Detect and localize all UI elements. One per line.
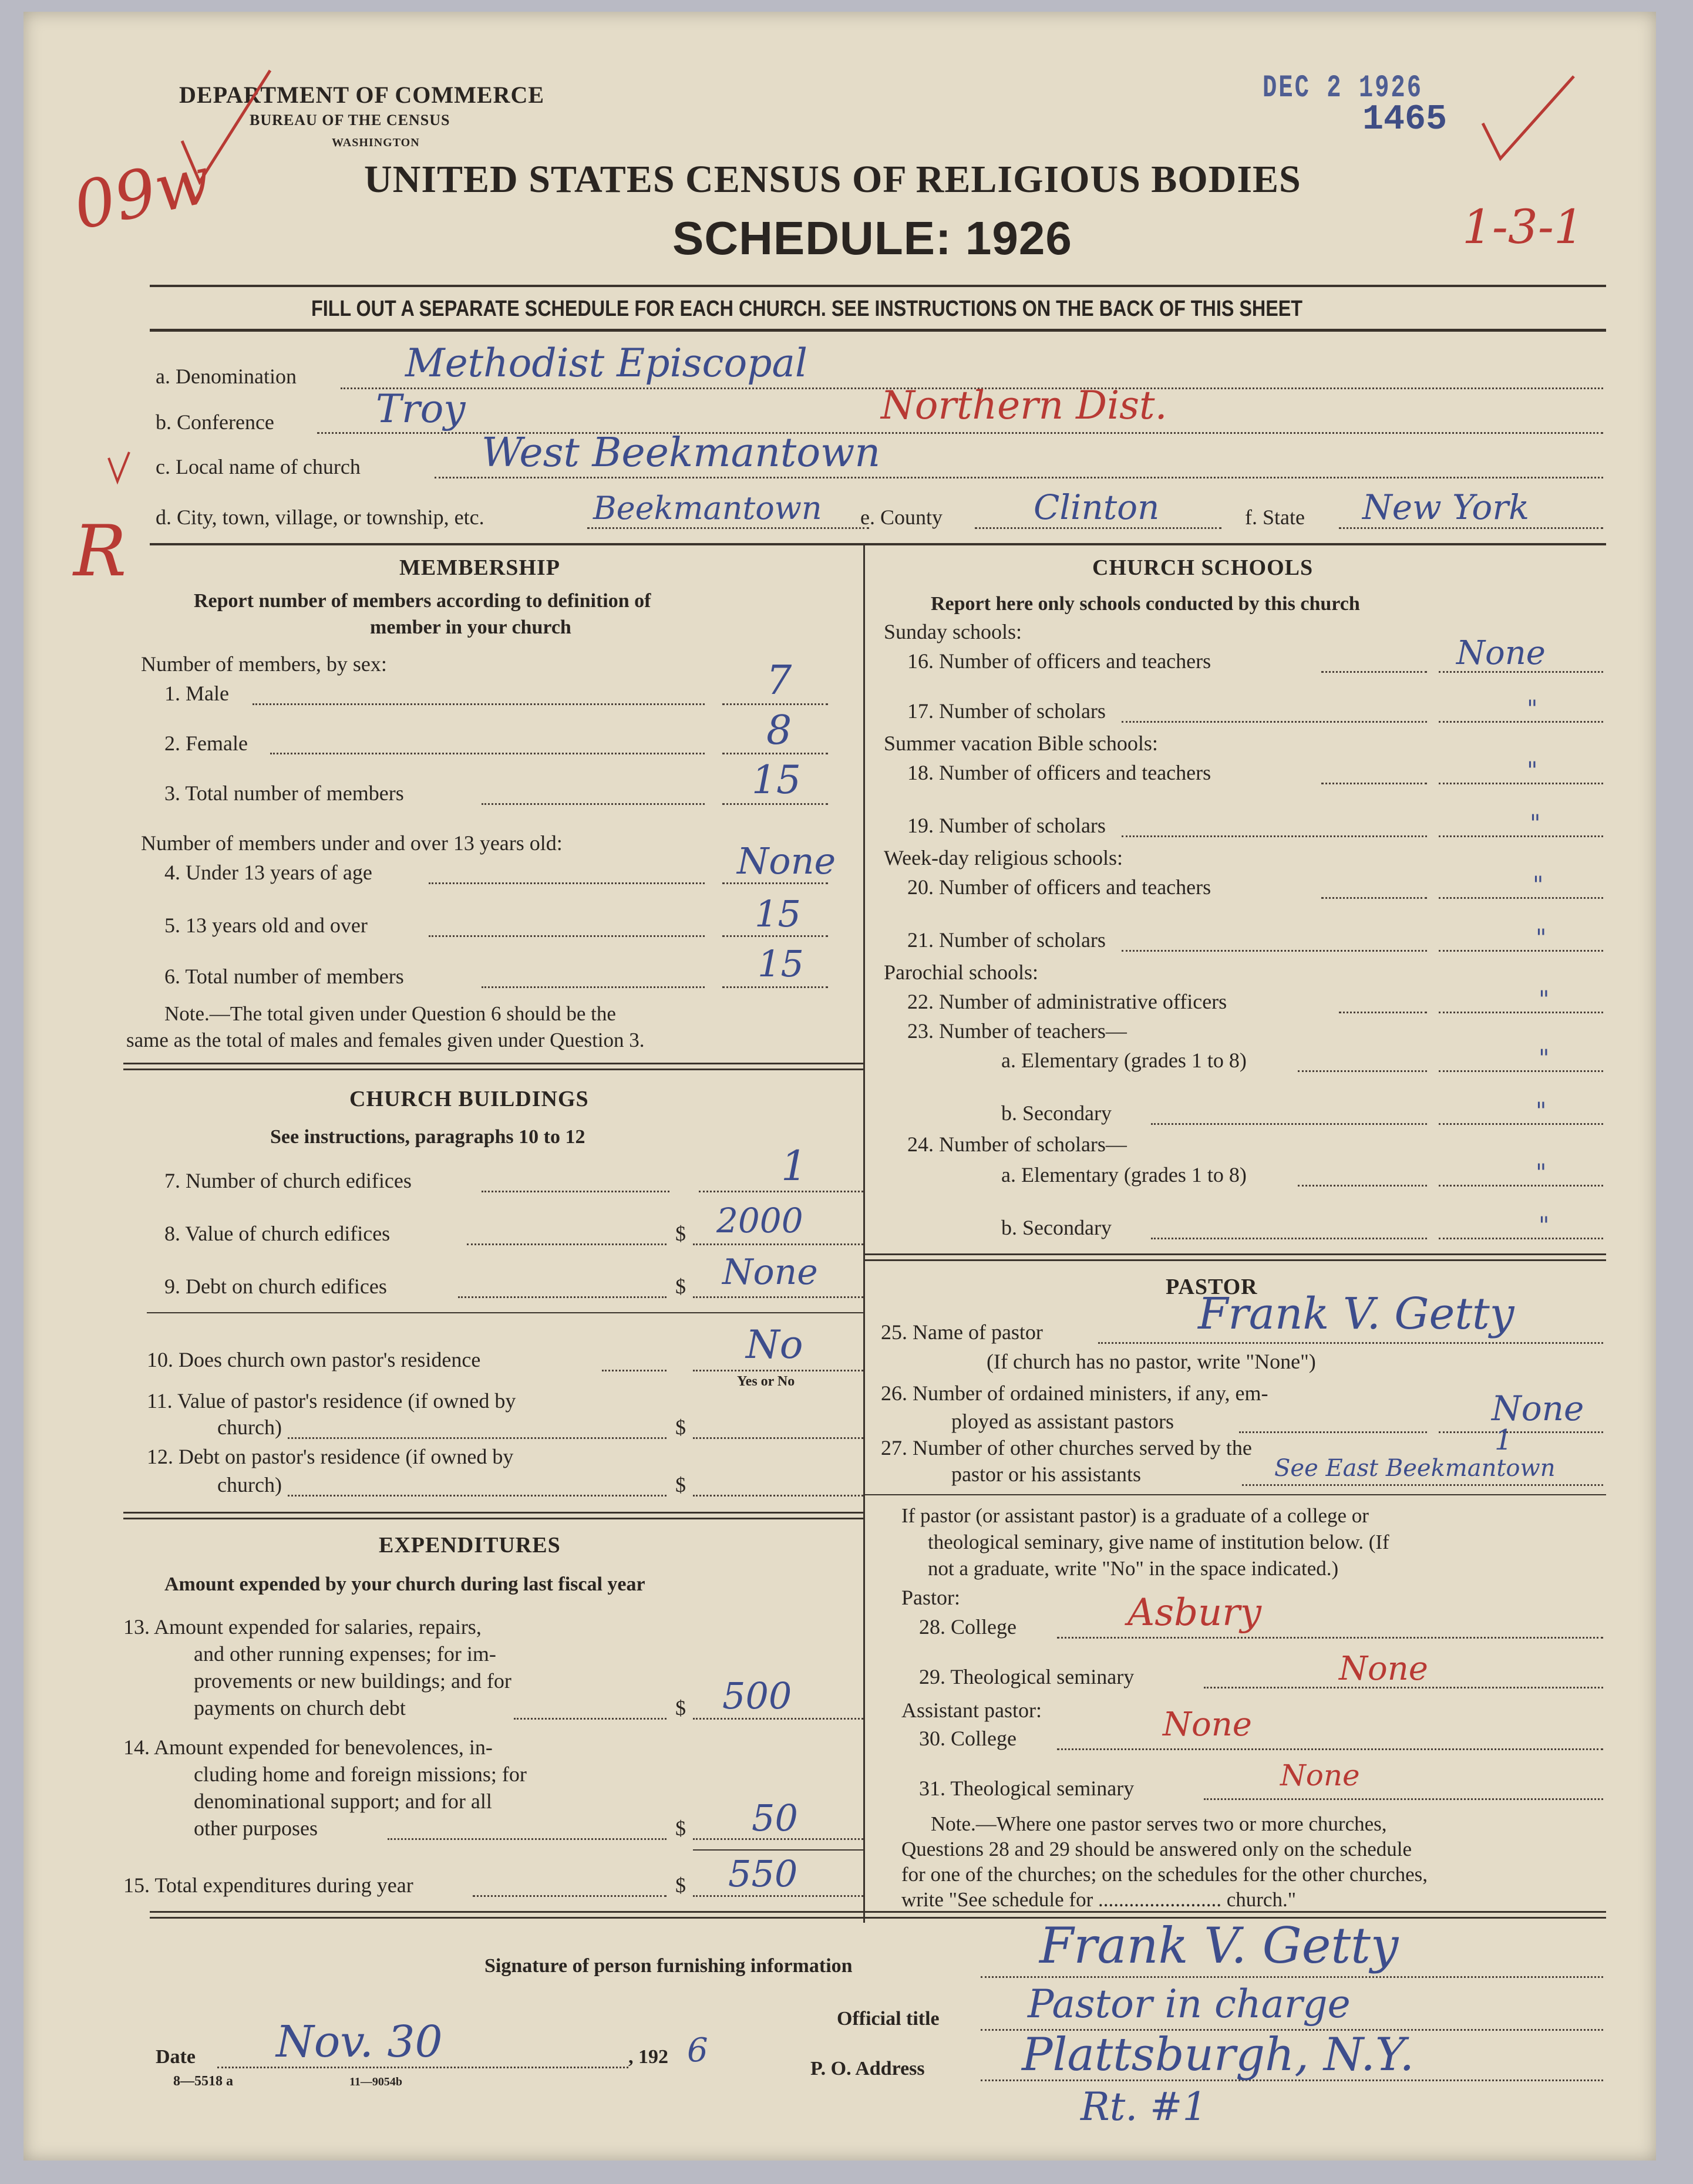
- divider: [123, 1069, 863, 1070]
- state-value: New York: [1362, 487, 1530, 527]
- q1-value: 7: [766, 658, 792, 704]
- q8-dollar: $: [675, 1222, 686, 1245]
- margin-mark-left: R: [73, 511, 127, 592]
- local-name-line: [435, 477, 1603, 478]
- q25-line: [1098, 1342, 1603, 1344]
- q21-answer-line: [1439, 950, 1603, 952]
- q19-ditto: ": [1530, 810, 1541, 837]
- members-by-age-label: Number of members under and over 13 years old:: [141, 831, 563, 855]
- q14-dollar: $: [675, 1816, 686, 1840]
- q20-line: [1321, 897, 1427, 899]
- q24a-answer-line: [1439, 1185, 1603, 1187]
- q7-answer-line: [699, 1191, 863, 1192]
- q23b-ditto: ": [1536, 1098, 1547, 1125]
- q26-label-line2: ployed as assistant pastors: [951, 1410, 1174, 1433]
- q28-label: 28. College: [919, 1615, 1017, 1639]
- q22-label: 22. Number of administrative officers: [907, 990, 1227, 1013]
- q2-line: [270, 753, 705, 754]
- q5-label: 5. 13 years old and over: [164, 914, 368, 937]
- bureau-city: WASHINGTON: [332, 136, 420, 149]
- q31-label: 31. Theological seminary: [919, 1777, 1135, 1800]
- q7-value: 1: [781, 1142, 807, 1190]
- q30-value: None: [1163, 1706, 1252, 1744]
- q19-answer-line: [1439, 835, 1603, 837]
- city-value: Beekmantown: [593, 490, 822, 527]
- pastor-note-3: for one of the churches; on the schedules for the other churches,: [901, 1863, 1428, 1886]
- q3-line: [482, 803, 705, 805]
- check-mark-icon: [109, 452, 129, 481]
- q1-label: 1. Male: [164, 682, 229, 705]
- q14-value: 50: [752, 1797, 798, 1839]
- q16-value: None: [1456, 634, 1546, 672]
- q11-dollar: $: [675, 1415, 686, 1439]
- q12-line: [288, 1495, 667, 1497]
- q17-answer-line: [1439, 721, 1603, 723]
- q15-line: [473, 1895, 667, 1897]
- form-title: UNITED STATES CENSUS OF RELIGIOUS BODIES: [364, 158, 1301, 201]
- q16-label: 16. Number of officers and teachers: [907, 649, 1211, 673]
- q24b-ditto: ": [1539, 1212, 1550, 1239]
- po-address-value: Plattsburgh, N.Y.: [1022, 2028, 1415, 2081]
- q17-line: [1122, 721, 1427, 723]
- q11-label-line1: 11. Value of pastor's residence (if owned by: [147, 1389, 516, 1413]
- q24a-ditto: ": [1536, 1160, 1547, 1187]
- conference-value: Troy: [376, 386, 466, 432]
- year-prefix: , 192: [628, 2046, 668, 2068]
- q15-value: 550: [728, 1852, 798, 1895]
- q21-label: 21. Number of scholars: [907, 928, 1106, 952]
- district-value: Northern Dist.: [881, 383, 1167, 428]
- signature-line: [981, 1976, 1603, 1978]
- q20-answer-line: [1439, 897, 1603, 899]
- signature-label: Signature of person furnishing information: [484, 1955, 853, 1977]
- q24b-line: [1151, 1238, 1427, 1239]
- q18-ditto: ": [1527, 757, 1538, 784]
- margin-mark-top-right: 1-3-1: [1462, 200, 1584, 254]
- q25-value: Frank V. Getty: [1198, 1289, 1514, 1339]
- divider: [147, 1312, 863, 1313]
- church-schools-intro: Report here only schools conducted by this church: [931, 593, 1360, 615]
- q12-label-line2: church): [217, 1473, 282, 1497]
- q20-ditto: ": [1533, 872, 1544, 899]
- date-value: Nov. 30: [276, 2017, 443, 2067]
- q2-label: 2. Female: [164, 732, 248, 755]
- city-line: [587, 527, 869, 529]
- q28-value: Asbury: [1127, 1591, 1261, 1634]
- q26-answer-line: [1439, 1431, 1603, 1433]
- q4-answer-line: [722, 882, 828, 884]
- graduate-instruction-1: If pastor (or assistant pastor) is a graduate of a college or: [901, 1504, 1369, 1527]
- q27-mark: 1: [1495, 1424, 1513, 1457]
- q9-line: [458, 1296, 667, 1298]
- divider: [123, 1512, 863, 1514]
- q2-value: 8: [766, 707, 792, 754]
- q29-label: 29. Theological seminary: [919, 1665, 1135, 1688]
- q18-answer-line: [1439, 783, 1603, 784]
- q4-label: 4. Under 13 years of age: [164, 861, 372, 884]
- q23a-ditto: ": [1539, 1045, 1550, 1072]
- graduate-instruction-3: not a graduate, write "No" in the space indicated.): [928, 1557, 1339, 1580]
- denomination-label: a. Denomination: [156, 365, 297, 388]
- q13-label-line3: provements or new buildings; and for: [194, 1669, 511, 1693]
- q23b-label: b. Secondary: [1001, 1101, 1112, 1125]
- q26-label-line1: 26. Number of ordained ministers, if any, em-: [881, 1381, 1268, 1405]
- q27-value: See East Beekmantown: [1274, 1455, 1556, 1482]
- members-by-sex-label: Number of members, by sex:: [141, 652, 387, 676]
- church-buildings-heading: CHURCH BUILDINGS: [349, 1087, 589, 1111]
- q8-line: [467, 1243, 667, 1245]
- check-mark-icon: [182, 70, 270, 182]
- q15-label: 15. Total expenditures during year: [123, 1873, 413, 1897]
- pastor-note-2: Questions 28 and 29 should be answered only on the schedule: [901, 1838, 1412, 1861]
- pastor-heading: PASTOR: [1166, 1275, 1258, 1299]
- q14-label-line1: 14. Amount expended for benevolences, in-: [123, 1735, 493, 1759]
- po-address-value-2: Rt. #1: [1081, 2084, 1207, 2129]
- q24b-answer-line: [1439, 1238, 1603, 1239]
- q13-label-line1: 13. Amount expended for salaries, repairs,: [123, 1615, 482, 1639]
- weekday-schools-label: Week-day religious schools:: [884, 846, 1123, 869]
- q3-value: 15: [752, 757, 801, 803]
- q24a-line: [1298, 1185, 1427, 1187]
- assistant-pastor-subheading: Assistant pastor:: [901, 1698, 1042, 1722]
- margin-mark-top-left: 09w: [67, 142, 217, 244]
- divider: [123, 1518, 863, 1519]
- membership-note-1: Note.—The total given under Question 6 should be the: [164, 1002, 616, 1025]
- q23-label: 23. Number of teachers—: [907, 1019, 1127, 1043]
- q23a-line: [1298, 1070, 1427, 1072]
- local-name-value: West Beekmantown: [482, 430, 881, 476]
- q6-answer-line: [722, 986, 828, 988]
- county-label: e. County: [860, 505, 943, 529]
- q8-value: 2000: [716, 1201, 803, 1241]
- q25-label: 25. Name of pastor: [881, 1320, 1043, 1344]
- q10-answer-line: [693, 1370, 863, 1371]
- q4-line: [429, 882, 705, 884]
- divider: [863, 1259, 1606, 1261]
- local-name-label: c. Local name of church: [156, 455, 361, 478]
- q23a-label: a. Elementary (grades 1 to 8): [1001, 1049, 1247, 1072]
- q18-line: [1321, 783, 1427, 784]
- bureau-name: BUREAU OF THE CENSUS: [250, 112, 450, 129]
- q10-label: 10. Does church own pastor's residence: [147, 1348, 481, 1371]
- county-value: Clinton: [1034, 487, 1160, 527]
- q26-value: None: [1492, 1388, 1584, 1428]
- po-address-label: P. O. Address: [810, 2058, 925, 2079]
- membership-intro-1: Report number of members according to definition of: [194, 590, 651, 612]
- sum-rule: [693, 1849, 863, 1851]
- q27-label-line1: 27. Number of other churches served by the: [881, 1436, 1252, 1460]
- q15-answer-line: [693, 1895, 863, 1897]
- divider: [150, 285, 1606, 287]
- q21-ditto: ": [1536, 925, 1547, 952]
- separate-schedule-instruction: FILL OUT A SEPARATE SCHEDULE FOR EACH CHURCH. SEE INSTRUCTIONS ON THE BACK OF THIS SHEET: [311, 296, 1303, 321]
- membership-heading: MEMBERSHIP: [399, 555, 560, 580]
- q11-label-line2: church): [217, 1415, 282, 1439]
- q18-label: 18. Number of officers and teachers: [907, 761, 1211, 784]
- date-label: Date: [156, 2046, 196, 2068]
- q5-answer-line: [722, 935, 828, 937]
- q19-label: 19. Number of scholars: [907, 814, 1106, 837]
- q9-answer-line: [693, 1296, 863, 1298]
- q13-line: [514, 1718, 667, 1720]
- church-buildings-intro: See instructions, paragraphs 10 to 12: [270, 1126, 585, 1148]
- q3-answer-line: [722, 803, 828, 805]
- column-divider: [863, 543, 865, 1923]
- schedule-number-stamp: 1465: [1362, 100, 1448, 140]
- signature-value: Frank V. Getty: [1039, 1917, 1399, 1974]
- official-title-label: Official title: [837, 2008, 940, 2030]
- q23b-line: [1151, 1123, 1427, 1125]
- q12-label-line1: 12. Debt on pastor's residence (if owned by: [147, 1445, 514, 1468]
- q7-label: 7. Number of church edifices: [164, 1169, 412, 1192]
- county-line: [975, 527, 1221, 529]
- q13-value: 500: [722, 1674, 792, 1717]
- city-label: d. City, town, village, or township, etc.: [156, 505, 484, 529]
- pastor-note-1: Note.—Where one pastor serves two or more churches,: [931, 1812, 1387, 1835]
- membership-note-2: same as the total of males and females given under Question 3.: [126, 1029, 645, 1051]
- q1-line: [253, 703, 705, 705]
- church-schools-heading: CHURCH SCHOOLS: [1092, 555, 1314, 580]
- schedule-title: SCHEDULE: 1926: [672, 212, 1072, 264]
- q24-label: 24. Number of scholars—: [907, 1133, 1127, 1156]
- q30-line: [1057, 1748, 1603, 1750]
- pastor-subheading: Pastor:: [901, 1586, 961, 1609]
- q25-note: (If church has no pastor, write "None"): [987, 1350, 1316, 1373]
- q31-value: None: [1280, 1758, 1360, 1792]
- divider: [123, 1063, 863, 1064]
- divider: [863, 1494, 1606, 1495]
- official-title-value: Pastor in charge: [1028, 1981, 1351, 2027]
- q14-label-line4: other purposes: [194, 1816, 318, 1840]
- parochial-schools-label: Parochial schools:: [884, 960, 1038, 984]
- divider: [150, 1911, 1606, 1913]
- q6-line: [482, 986, 705, 988]
- q23b-answer-line: [1439, 1123, 1603, 1125]
- q27-line: [1242, 1484, 1603, 1486]
- q8-answer-line: [693, 1243, 863, 1245]
- q20-label: 20. Number of officers and teachers: [907, 875, 1211, 899]
- expenditures-intro: Amount expended by your church during last fiscal year: [164, 1573, 645, 1595]
- divider: [150, 329, 1606, 332]
- sunday-schools-label: Sunday schools:: [884, 620, 1022, 643]
- q17-label: 17. Number of scholars: [907, 699, 1106, 723]
- q13-label-line4: payments on church debt: [194, 1696, 406, 1720]
- q11-answer-line: [693, 1437, 863, 1439]
- q24b-label: b. Secondary: [1001, 1216, 1112, 1239]
- q28-line: [1057, 1637, 1603, 1639]
- q10-value: No: [746, 1322, 803, 1367]
- q9-value: None: [722, 1252, 818, 1293]
- summer-schools-label: Summer vacation Bible schools:: [884, 732, 1158, 755]
- divider: [863, 1253, 1606, 1255]
- q14-line: [388, 1838, 667, 1840]
- q10-line: [602, 1370, 667, 1371]
- q3-label: 3. Total number of members: [164, 781, 404, 805]
- q9-label: 9. Debt on church edifices: [164, 1275, 387, 1298]
- state-label: f. State: [1245, 505, 1305, 529]
- q13-dollar: $: [675, 1696, 686, 1720]
- state-line: [1339, 527, 1603, 529]
- q9-dollar: $: [675, 1275, 686, 1298]
- q11-line: [288, 1437, 667, 1439]
- graduate-instruction-2: theological seminary, give name of institution below. (If: [928, 1531, 1389, 1553]
- yes-no-caption: Yes or No: [737, 1374, 795, 1389]
- q5-line: [429, 935, 705, 937]
- q23a-answer-line: [1439, 1070, 1603, 1072]
- q22-ditto: ": [1539, 986, 1550, 1013]
- q15-dollar: $: [675, 1873, 686, 1897]
- q27-label-line2: pastor or his assistants: [951, 1462, 1141, 1486]
- print-number: 11—9054b: [349, 2075, 403, 2088]
- q21-line: [1122, 950, 1427, 952]
- q12-answer-line: [693, 1495, 863, 1497]
- form-number: 8—5518 a: [173, 2074, 233, 2089]
- q12-dollar: $: [675, 1473, 686, 1497]
- q31-line: [1204, 1798, 1603, 1800]
- q22-answer-line: [1439, 1012, 1603, 1013]
- q4-value: None: [737, 840, 836, 882]
- denomination-value: Methodist Episcopal: [405, 341, 807, 386]
- q19-line: [1122, 835, 1427, 837]
- check-mark-icon: [1483, 76, 1574, 159]
- conference-label: b. Conference: [156, 410, 274, 434]
- q14-label-line2: cluding home and foreign missions; for: [194, 1762, 527, 1786]
- q5-value: 15: [755, 892, 801, 935]
- divider: [150, 543, 1606, 545]
- q13-answer-line: [693, 1718, 863, 1720]
- q6-label: 6. Total number of members: [164, 965, 404, 988]
- census-schedule-sheet: [23, 12, 1656, 2161]
- received-date-stamp: DEC 2 1926: [1263, 70, 1423, 106]
- q29-value: None: [1339, 1650, 1428, 1688]
- q7-line: [482, 1191, 669, 1192]
- department-name: DEPARTMENT OF COMMERCE: [179, 82, 545, 108]
- q16-line: [1321, 671, 1427, 673]
- q8-label: 8. Value of church edifices: [164, 1222, 391, 1245]
- q13-label-line2: and other running expenses; for im-: [194, 1642, 496, 1666]
- pastor-note-4: write "See schedule for ........................ church.": [901, 1888, 1297, 1911]
- year-digit: 6: [687, 2031, 708, 2070]
- q14-label-line3: denominational support; and for all: [194, 1789, 492, 1813]
- membership-intro-2: member in your church: [370, 616, 571, 638]
- expenditures-heading: EXPENDITURES: [379, 1533, 561, 1558]
- q26-line: [1239, 1431, 1427, 1433]
- q30-label: 30. College: [919, 1727, 1017, 1750]
- q24a-label: a. Elementary (grades 1 to 8): [1001, 1163, 1247, 1187]
- q6-value: 15: [758, 942, 804, 985]
- q22-line: [1339, 1012, 1427, 1013]
- q17-ditto: ": [1527, 696, 1538, 723]
